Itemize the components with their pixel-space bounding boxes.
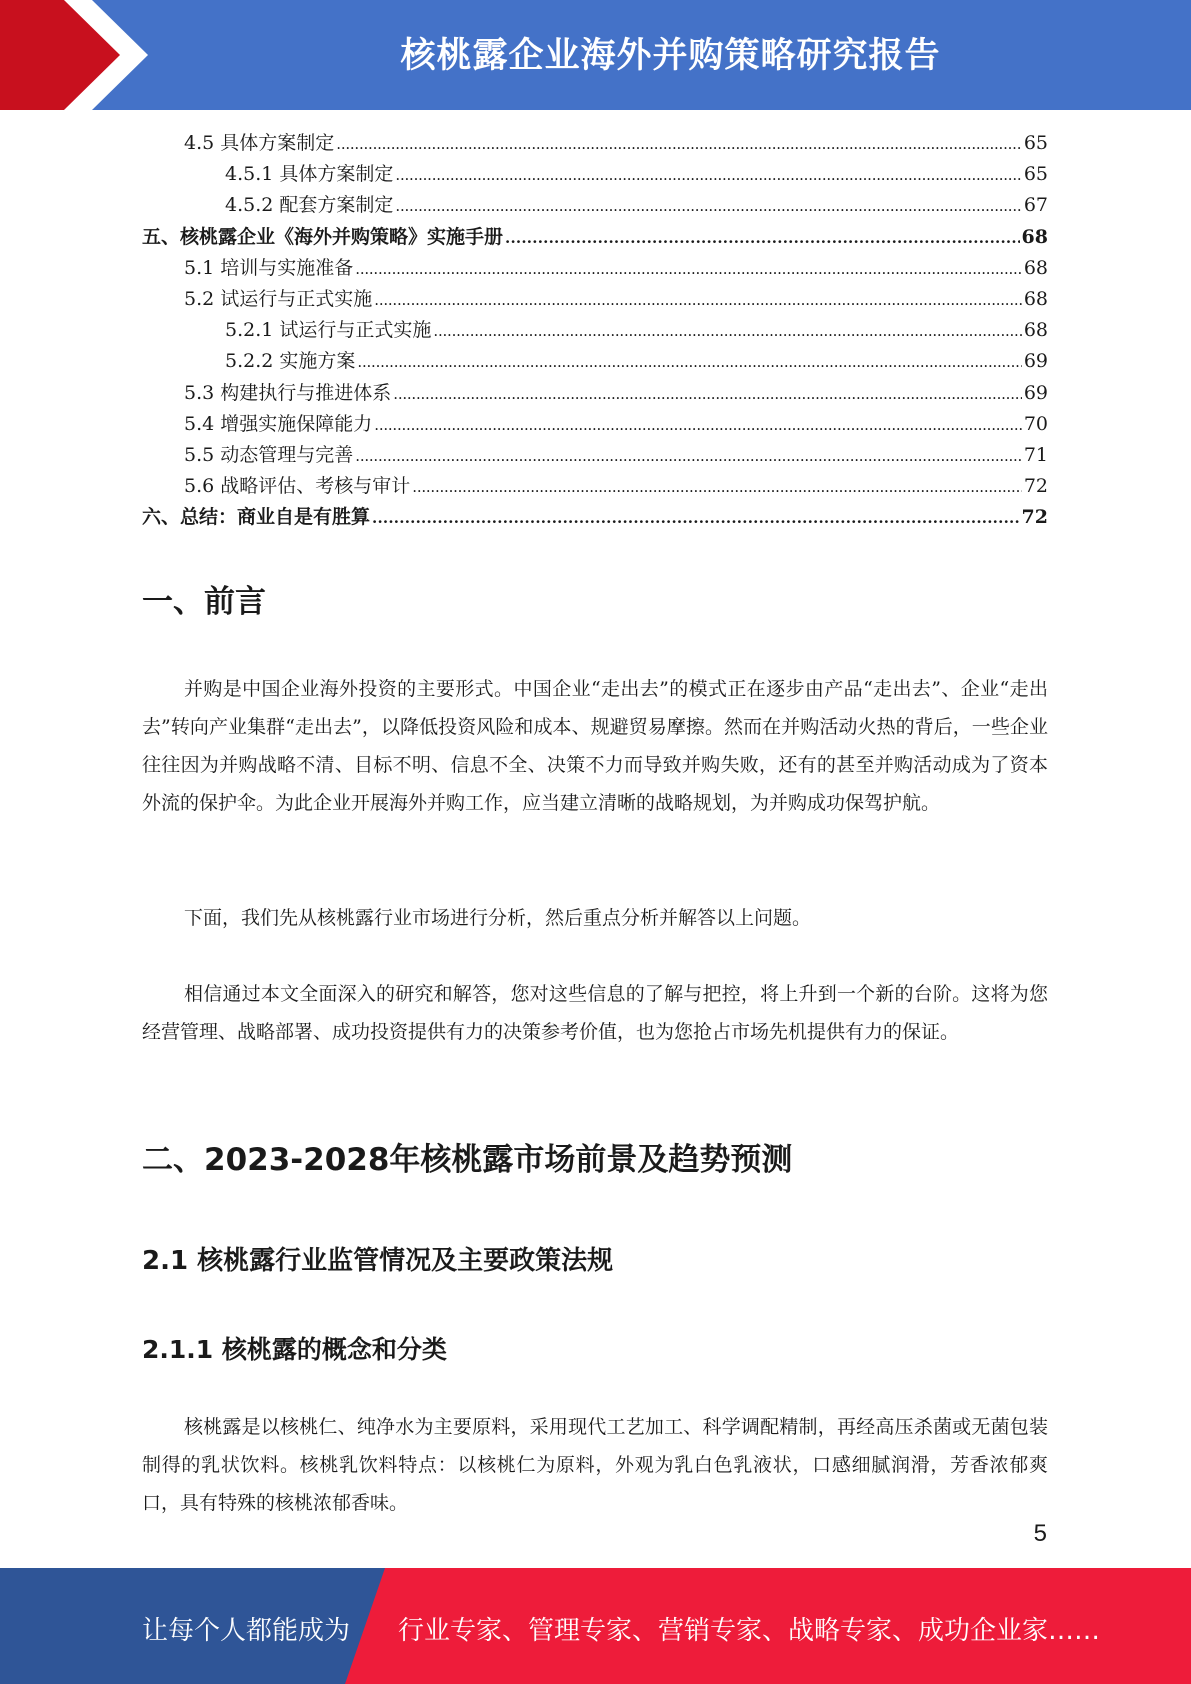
toc-entry-number: 5.6 xyxy=(184,475,215,498)
toc-entry-page: 65 xyxy=(1023,163,1048,186)
toc-entry-title: 实施方案 xyxy=(279,350,356,373)
footer-slogan-right: 行业专家、管理专家、营销专家、战略专家、成功企业家…… xyxy=(398,1616,1101,1646)
toc-entry-title: 战略评估、考核与审计 xyxy=(220,475,411,498)
page-header xyxy=(0,0,1191,110)
toc-entry[interactable] xyxy=(142,222,1048,253)
toc-entry-title: 试运行与正式实施 xyxy=(220,287,373,310)
section-heading-market: 二、2023-2028年核桃露市场前景及趋势预测 xyxy=(142,1142,793,1178)
toc-leader-dots xyxy=(355,253,1022,284)
toc-entry-page: 72 xyxy=(1021,506,1048,529)
toc-entry[interactable] xyxy=(142,128,1048,159)
toc-entry[interactable] xyxy=(142,253,1048,284)
toc-entry-number: 4.5.1 xyxy=(225,163,274,186)
toc-leader-dots xyxy=(336,128,1022,159)
toc-entry-number: 5.1 xyxy=(184,256,215,279)
toc-entry-title: 增强实施保障能力 xyxy=(220,412,373,435)
toc-entry-title: 配套方案制定 xyxy=(279,194,394,217)
toc-entry-number: 5.4 xyxy=(184,412,215,435)
toc-entry-title: 培训与实施准备 xyxy=(220,256,354,279)
toc-leader-dots xyxy=(395,159,1021,190)
footer-slogan-left: 让每个人都能成为 xyxy=(142,1616,351,1646)
toc-entry-label xyxy=(142,502,370,533)
toc-entry-label xyxy=(184,378,391,409)
page-number: 5 xyxy=(1033,1520,1047,1547)
toc-leader-dots xyxy=(412,471,1022,502)
subsection-heading: 2.1 核桃露行业监管情况及主要政策法规 xyxy=(142,1246,614,1276)
toc-entry-label xyxy=(142,222,503,253)
toc-leader-dots xyxy=(374,284,1022,315)
toc-entry[interactable] xyxy=(142,440,1048,471)
section-heading-preface: 一、前言 xyxy=(142,584,266,620)
toc-entry-title: 具体方案制定 xyxy=(279,163,394,186)
toc-entry-number: 4.5 xyxy=(184,132,215,154)
toc-entry-label xyxy=(225,190,393,221)
toc-entry-label xyxy=(184,284,372,315)
toc-entry-title: 动态管理与完善 xyxy=(220,443,354,466)
toc-entry[interactable] xyxy=(142,315,1048,346)
toc-entry-number: 六、 xyxy=(142,506,181,529)
toc-entry-number: 5.2 xyxy=(184,287,215,310)
toc-leader-dots xyxy=(393,378,1022,409)
toc-entry-page: 68 xyxy=(1023,256,1048,279)
toc-entry-page: 68 xyxy=(1023,319,1048,342)
toc-leader-dots xyxy=(433,315,1021,346)
toc-leader-dots xyxy=(395,190,1021,221)
toc-entry-title: 总结：商业自是有胜算 xyxy=(180,506,371,529)
toc-entry-label xyxy=(184,440,353,471)
toc-entry-label xyxy=(184,471,410,502)
toc-entry-page: 67 xyxy=(1023,194,1048,217)
toc-entry-label xyxy=(225,346,355,377)
subsubsection-heading: 2.1.1 核桃露的概念和分类 xyxy=(142,1335,447,1364)
toc-entry-page: 72 xyxy=(1023,475,1048,498)
toc-entry-number: 4.5.2 xyxy=(225,194,274,217)
toc-entry-page: 69 xyxy=(1023,350,1048,373)
toc-leader-dots xyxy=(505,222,1020,253)
toc-entry[interactable] xyxy=(142,159,1048,190)
toc-entry[interactable] xyxy=(142,284,1048,315)
toc-entry-page: 71 xyxy=(1023,443,1048,466)
toc-entry-label xyxy=(184,253,353,284)
report-title: 核桃露企业海外并购策略研究报告 xyxy=(400,36,941,76)
paragraph: 核桃露是以核桃仁、纯净水为主要原料，采用现代工艺加工、科学调配精制，再经高压杀菌或无菌包装制得的乳状饮料。核桃乳饮料特点：以核桃仁为原料，外观为乳白色乳液状，口感细腻润滑，芳香浓郁爽口，具有特殊的核桃浓郁香味。 xyxy=(142,1416,1048,1514)
toc-leader-dots xyxy=(357,346,1021,377)
toc-entry-page: 70 xyxy=(1023,412,1048,435)
toc-entry[interactable] xyxy=(142,502,1048,533)
toc-entry-number: 5.3 xyxy=(184,381,215,404)
toc-entry-number: 5.2.1 xyxy=(225,319,274,342)
toc-entry-label xyxy=(225,315,431,346)
toc-entry[interactable] xyxy=(142,190,1048,221)
toc-entry-title: 核桃露企业《海外并购策略》实施手册 xyxy=(180,225,504,248)
toc-entry-number: 5.2.2 xyxy=(225,350,274,373)
toc-entry-label xyxy=(184,409,372,440)
toc-leader-dots xyxy=(374,409,1022,440)
toc-entry[interactable] xyxy=(142,471,1048,502)
toc-entry-title: 具体方案制定 xyxy=(220,132,335,154)
toc-leader-dots xyxy=(372,502,1020,533)
toc-entry-page: 68 xyxy=(1021,225,1048,248)
toc-entry[interactable] xyxy=(142,409,1048,440)
toc-entry-page: 68 xyxy=(1023,287,1048,310)
toc-entry-label xyxy=(184,128,334,159)
toc-leader-dots xyxy=(355,440,1022,471)
toc-entry-page: 69 xyxy=(1023,381,1048,404)
table-of-contents xyxy=(142,128,1048,533)
paragraph: 相信通过本文全面深入的研究和解答，您对这些信息的了解与把控，将上升到一个新的台阶。这将为您经营管理、战略部署、成功投资提供有力的决策参考价值，也为您抢占市场先机提供有力的保证。 xyxy=(142,983,1048,1043)
page-footer xyxy=(0,1568,1191,1684)
toc-entry-label xyxy=(225,159,393,190)
toc-entry-number: 5.5 xyxy=(184,443,215,466)
toc-entry[interactable] xyxy=(142,346,1048,377)
header-red-chevron xyxy=(0,0,150,110)
toc-entry-title: 构建执行与推进体系 xyxy=(220,381,392,404)
toc-entry-title: 试运行与正式实施 xyxy=(279,319,432,342)
paragraph: 并购是中国企业海外投资的主要形式。中国企业“走出去”的模式正在逐步由产品“走出去”、企业“走出去”转向产业集群“走出去”，以降低投资风险和成本、规避贸易摩擦。然而在并购活动火热的背后，一些企业往往因为并购战略不清、目标不明、信息不全、决策不力而导致并购失败，还有的甚至并购活动成为了资本外流的保护伞。为此企业开展海外并购工作，应当建立清晰的战略规划，为并购成功保驾护航。 xyxy=(142,678,1048,814)
toc-entry[interactable] xyxy=(142,378,1048,409)
toc-entry-number: 五、 xyxy=(142,225,181,248)
paragraph: 下面，我们先从核桃露行业市场进行分析，然后重点分析并解答以上问题。 xyxy=(184,907,812,929)
toc-entry-page: 65 xyxy=(1023,132,1048,154)
